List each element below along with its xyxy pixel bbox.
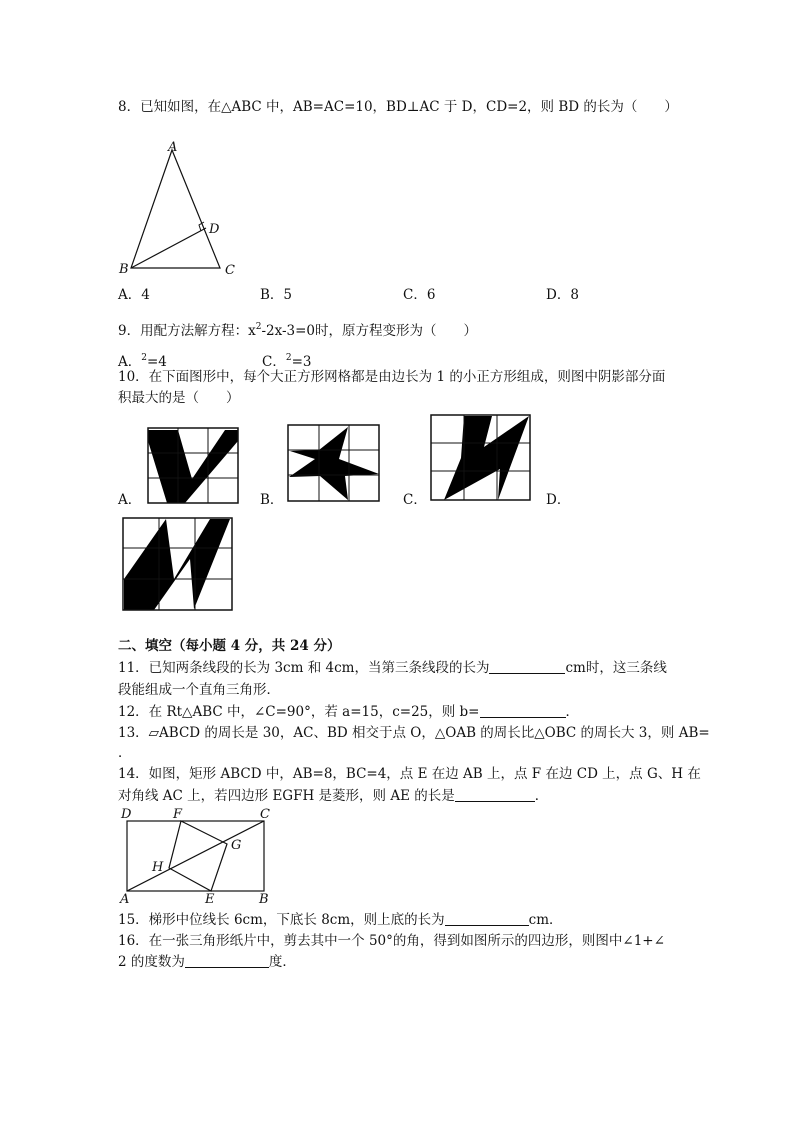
q10-grid-b xyxy=(287,424,380,502)
q15-blank xyxy=(445,911,529,926)
q8-label-c: C xyxy=(225,263,235,278)
q8-label-d: D xyxy=(209,222,220,237)
q14-label-f: F xyxy=(173,807,183,822)
q10-grid-a xyxy=(147,427,239,504)
q14-rectangle-figure xyxy=(115,804,275,906)
q14-blank xyxy=(455,787,535,802)
q10-grid-c xyxy=(430,414,531,501)
q9-option-c: C．$^2$=3 xyxy=(262,353,312,370)
q14-line1: 14．如图，矩形 ABCD 中，AB=8，BC=4，点 E 在边 AB 上，点 F 在边 CD 上，点 G、H 在 xyxy=(118,766,701,782)
q14-line2: 对角线 AC 上，若四边形 EGFH 是菱形，则 AE 的长是 ． xyxy=(118,788,549,804)
q16-line1: 16．在一张三角形纸片中，剪去其中一个 50°的角，得到如图所示的四边形，则图中∠1+∠ xyxy=(118,933,665,949)
q9-text: 9．用配方法解方程：$x^2-2x-3=0$时，原方程变形为（ ） xyxy=(118,322,478,339)
q14-label-h: H xyxy=(152,860,164,875)
q11-line1: 11．已知两条线段的长为 3cm 和 4cm，当第三条线段的长为 cm时，这三条线 xyxy=(118,660,667,676)
q10-line2: 积最大的是（ ） xyxy=(118,390,240,406)
q10-option-c: C． xyxy=(403,492,427,508)
q8-option-d: D．8 xyxy=(546,287,579,303)
q14-label-e: E xyxy=(205,892,215,906)
q14-label-d: D xyxy=(121,807,132,822)
q8-option-a: A．4 xyxy=(118,287,150,303)
q8-text: 8．已知如图，在△ABC 中，AB=AC=10，BD⊥AC 于 D，CD=2，则 BD 的长为（ ） xyxy=(118,99,678,115)
q8-label-b: B xyxy=(119,262,129,277)
q10-line1: 10．在下面图形中，每个大正方形网格都是由边长为 1 的小正方形组成，则图中阴影部分面 xyxy=(118,369,666,385)
q16-blank xyxy=(185,953,269,968)
q12-blank xyxy=(480,703,566,718)
q12-text: 12．在 Rt△ABC 中，∠C=90°，若 a=15，c=25，则 b= ． xyxy=(118,704,579,720)
q13-line1: 13．▱ABCD 的周长是 30，AC、BD 相交于点 O，△OAB 的周长比△OBC 的周长大 3，则 AB= xyxy=(118,725,710,741)
q10-grid-d xyxy=(122,517,233,611)
q16-line2: 2 的度数为 度． xyxy=(118,954,296,970)
q11-line2: 段能组成一个直角三角形． xyxy=(118,682,280,698)
q8-label-a: A xyxy=(168,140,178,155)
q8-option-b: B．5 xyxy=(260,287,293,303)
q14-label-g: G xyxy=(231,838,242,853)
q14-label-c: C xyxy=(260,807,270,822)
q10-option-a: A． xyxy=(118,492,142,508)
q13-line2: ． xyxy=(118,745,132,761)
q14-label-a: A xyxy=(120,892,130,906)
q14-label-b: B xyxy=(259,892,269,906)
section2-title: 二、填空（每小题 4 分，共 24 分） xyxy=(118,638,341,654)
q15-text: 15．梯形中位线长 6cm，下底长 8cm，则上底的长为 cm． xyxy=(118,912,563,928)
q8-triangle-figure xyxy=(115,140,245,280)
q10-option-d: D． xyxy=(546,492,571,508)
q9-option-a: A．$^2$=4 xyxy=(118,353,167,370)
q8-option-c: C．6 xyxy=(403,287,436,303)
q11-blank xyxy=(489,659,565,674)
q10-option-b: B． xyxy=(260,492,284,508)
